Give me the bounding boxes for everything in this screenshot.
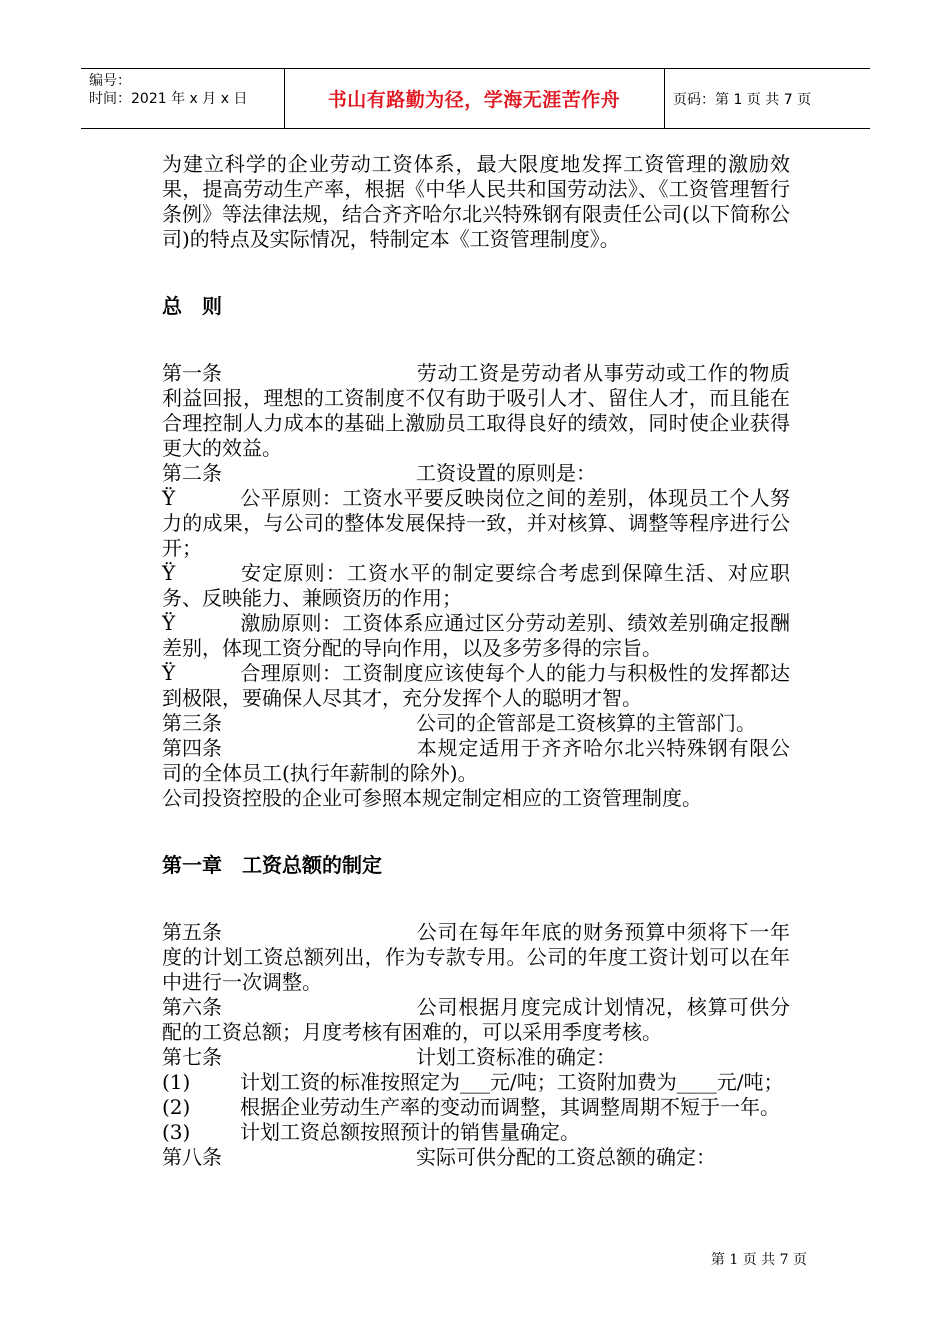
section-heading-general: 总 则 <box>162 294 222 318</box>
principle-item <box>162 611 790 661</box>
article-text: 公司的企管部是工资核算的主管部门。 <box>416 711 756 735</box>
article-2 <box>162 461 790 486</box>
bullet-symbol: Ÿ <box>162 611 176 635</box>
article-4 <box>162 736 790 786</box>
numbered-item <box>162 1120 790 1145</box>
item-text: 计划工资的标准按照定为___元/吨；工资附加费为____元/吨； <box>240 1070 784 1094</box>
principle-text: 公平原则：工资水平要反映岗位之间的差别，体现员工个人努力的成果，与公司的整体发展保持一致，并对核算、调整等程序进行公开； <box>162 486 790 560</box>
article-text: 公司在每年年底的财务预算中须将下一年度的计划工资总额列出，作为专款专用。公司的年度工资计划可以在年中进行一次调整。 <box>162 920 790 994</box>
principle-item <box>162 486 790 561</box>
article-label: 第四条 <box>162 736 222 760</box>
document-time-label: 时间：2021 年 x 月 x 日 <box>89 91 248 107</box>
principle-item <box>162 561 790 611</box>
document-header <box>81 68 870 129</box>
bullet-symbol: Ÿ <box>162 561 176 585</box>
numbered-item <box>162 1095 790 1120</box>
principle-text: 合理原则：工资制度应该使每个人的能力与积极性的发挥都达到极限，要确保人尽其才，充分发挥个人的聪明才智。 <box>162 661 790 710</box>
bullet-symbol: Ÿ <box>162 486 176 510</box>
principle-item <box>162 661 790 711</box>
article-1 <box>162 361 790 461</box>
header-motto: 书山有路勤为径，学海无涯苦作舟 <box>327 89 621 111</box>
article-text: 实际可供分配的工资总额的确定： <box>416 1145 716 1169</box>
article-text: 工资设置的原则是： <box>416 461 596 485</box>
item-number: (1) <box>162 1070 191 1094</box>
article-label: 第七条 <box>162 1045 222 1069</box>
article-label: 第六条 <box>162 995 222 1019</box>
document-number-label: 编号： <box>89 73 131 89</box>
article-label: 第一条 <box>162 361 222 385</box>
article-6 <box>162 995 790 1045</box>
article-text: 本规定适用于齐齐哈尔北兴特殊钢有限公司的全体员工(执行年薪制的除外)。 <box>162 736 790 785</box>
header-divider <box>664 69 665 128</box>
article-8 <box>162 1145 790 1170</box>
article-3 <box>162 711 790 736</box>
principle-text: 激励原则：工资体系应通过区分劳动差别、绩效差别确定报酬差别，体现工资分配的导向作用，以及多劳多得的宗旨。 <box>162 611 790 660</box>
chapter-1-heading: 第一章 工资总额的制定 <box>162 853 382 877</box>
principle-text: 安定原则：工资水平的制定要综合考虑到保障生活、对应职务、反映能力、兼顾资历的作用； <box>162 561 790 610</box>
document-body <box>162 152 790 1170</box>
page-footer: 第 1 页 共 7 页 <box>710 1252 807 1268</box>
article-label: 第八条 <box>162 1145 222 1169</box>
item-number: (3) <box>162 1120 191 1144</box>
article-text: 公司根据月度完成计划情况，核算可供分配的工资总额；月度考核有困难的，可以采用季度考核。 <box>162 995 790 1044</box>
article-text: 劳动工资是劳动者从事劳动或工作的物质利益回报，理想的工资制度不仅有助于吸引人才、留住人才，而且能在合理控制人力成本的基础上激励员工取得良好的绩效，同时使企业获得更大的效益。 <box>162 361 790 460</box>
header-meta <box>89 72 247 108</box>
item-number: (2) <box>162 1095 191 1119</box>
item-text: 计划工资总额按照预计的销售量确定。 <box>240 1120 580 1144</box>
header-page-info: 页码：第 1 页 共 7 页 <box>673 91 812 108</box>
article-label: 第三条 <box>162 711 222 735</box>
article-4-note: 公司投资控股的企业可参照本规定制定相应的工资管理制度。 <box>162 786 702 810</box>
intro-paragraph: 为建立科学的企业劳动工资体系，最大限度地发挥工资管理的激励效果，提高劳动生产率，根据《中华人民共和国劳动法》、《工资管理暂行条例》等法律法规，结合齐齐哈尔北兴特殊钢有限责任公司(以下简称公司)的特点及实际情况，特制定本《工资管理制度》。 <box>162 152 790 251</box>
article-label: 第二条 <box>162 461 222 485</box>
item-text: 根据企业劳动生产率的变动而调整，其调整周期不短于一年。 <box>240 1095 780 1119</box>
article-label: 第五条 <box>162 920 222 944</box>
article-text: 计划工资标准的确定： <box>416 1045 616 1069</box>
bullet-symbol: Ÿ <box>162 661 176 685</box>
numbered-item <box>162 1070 790 1095</box>
article-5 <box>162 920 790 995</box>
article-7 <box>162 1045 790 1070</box>
